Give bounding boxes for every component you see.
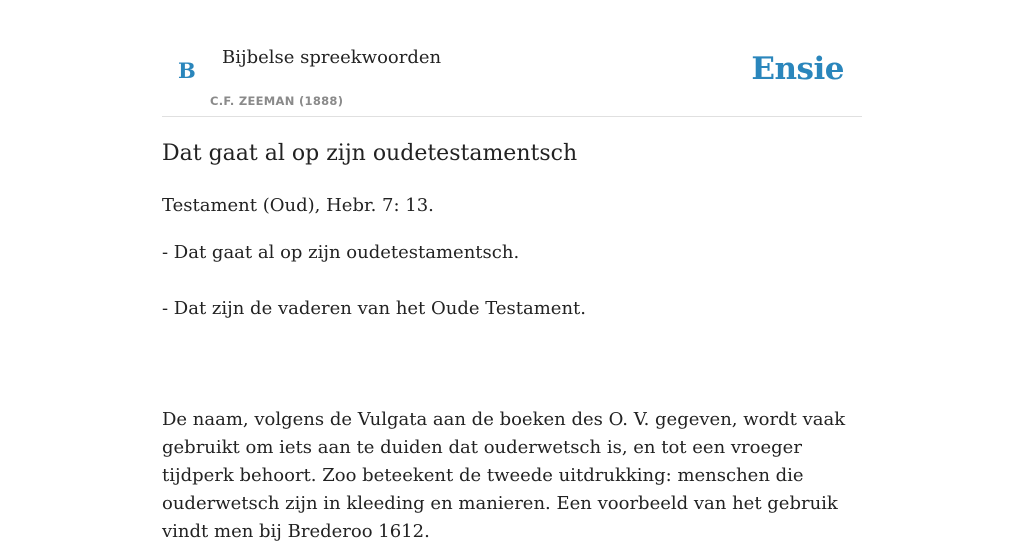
ensie-logo[interactable]: Ensie: [751, 51, 844, 87]
entry-reference: Testament (Oud), Hebr. 7: 13.: [162, 195, 434, 216]
phrase-line: - Dat gaat al op zijn oudetestamentsch.: [162, 242, 520, 263]
source-header: [162, 0, 862, 117]
book-initial-badge[interactable]: B: [178, 58, 196, 83]
entry-paragraph: De naam, volgens de Vulgata aan de boeken des O. V. gegeven, wordt vaak gebruikt om iets aan te duiden dat ouderwetsch is, en tot een vroeger tijdperk behoort. Zoo beteekent de tweede uitdrukking: menschen die ouderwetsch zijn in kleeding en manieren. Een voorbeeld van het gebruik vindt men bij Brederoo 1612.: [162, 409, 846, 542]
phrase-line: - Dat zijn de vaderen van het Oude Testament.: [162, 298, 586, 319]
entry-title: Dat gaat al op zijn oudetestamentsch: [162, 141, 578, 166]
book-title-link[interactable]: Bijbelse spreekwoorden: [222, 47, 442, 68]
book-author: C.F. ZEEMAN (1888): [210, 94, 344, 108]
